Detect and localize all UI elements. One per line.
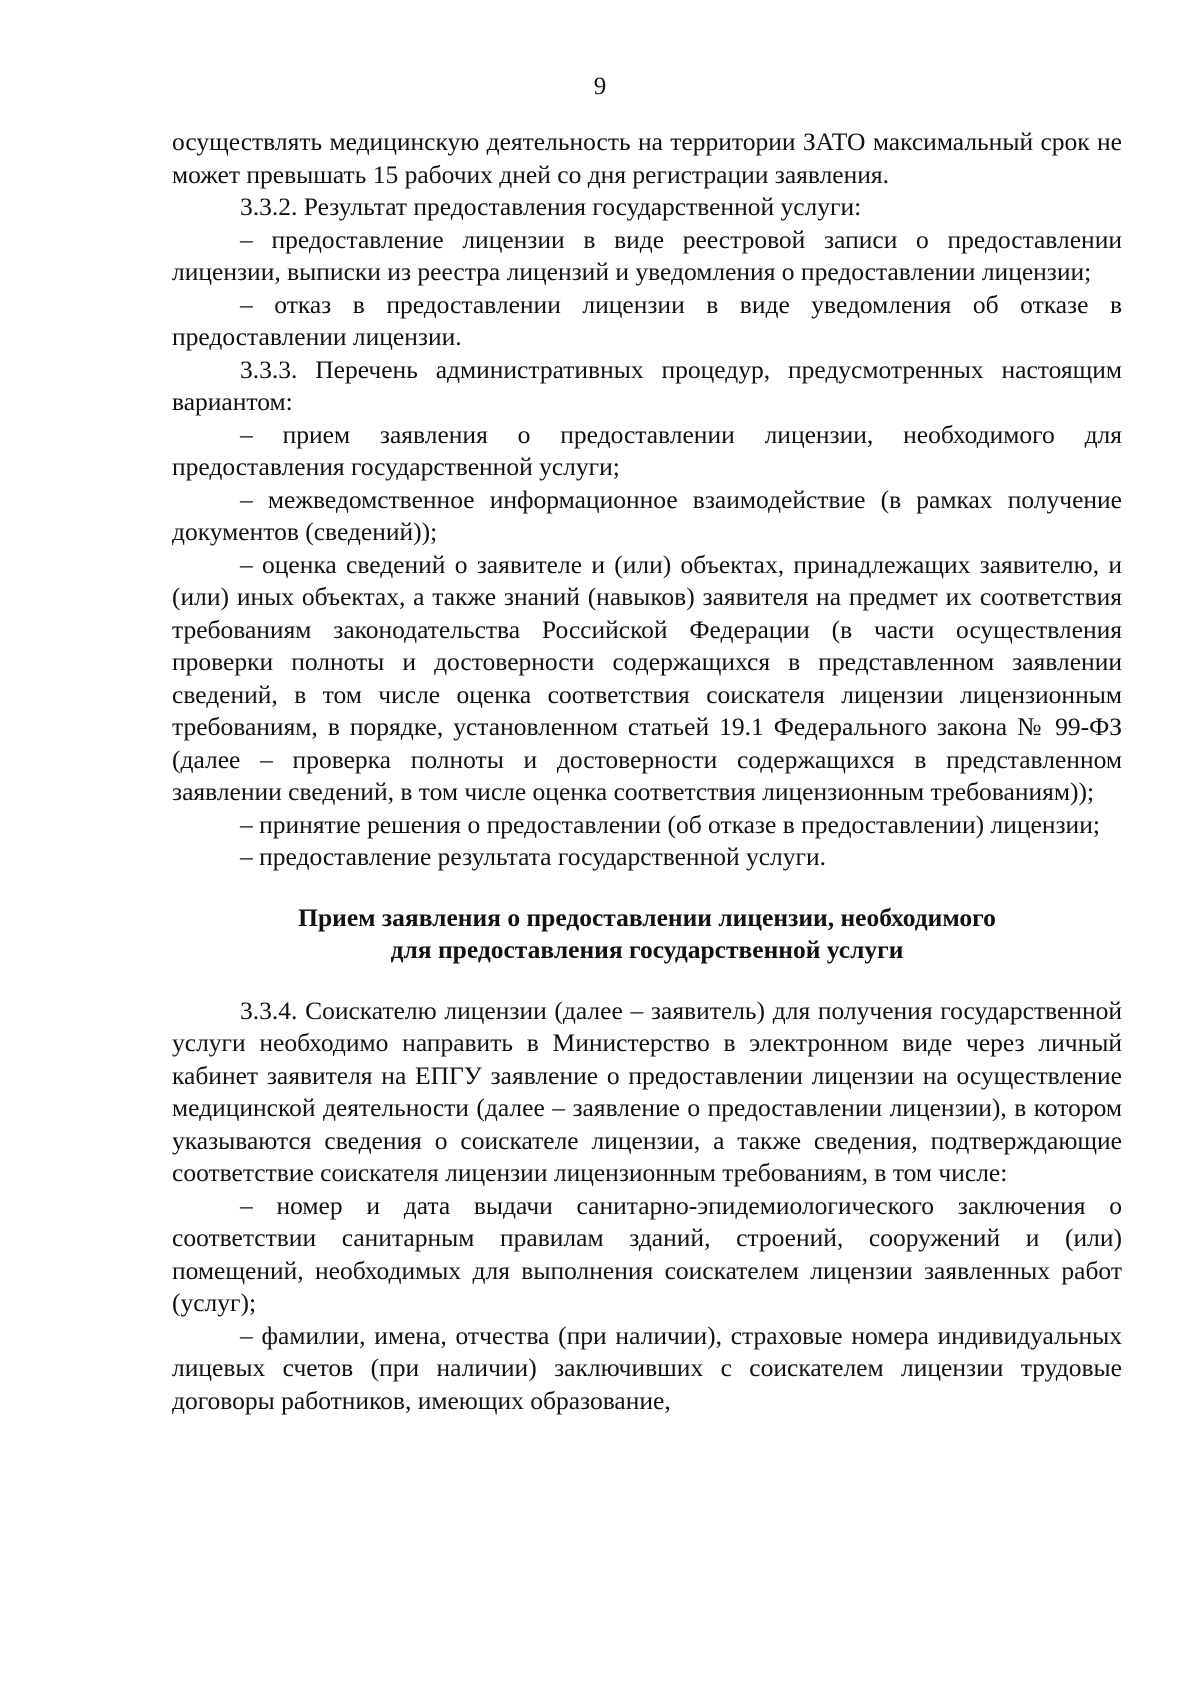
- list-item: – отказ в предоставлении лицензии в виде уведомления об отказе в предоставлении лицензии.: [172, 289, 1122, 351]
- paragraph: осуществлять медицинскую деятельность на территории ЗАТО максимальный срок не может превышать 15 рабочих дней со дня регистрации заявления.: [172, 127, 1122, 189]
- list-item: – прием заявления о предоставлении лицензии, необходимого для предоставления государственной услуги;: [172, 419, 1122, 481]
- paragraph: 3.3.2. Результат предоставления государственной услуги:: [240, 192, 862, 221]
- list-item: – предоставление лицензии в виде реестровой записи о предоставлении лицензии, выписки из реестра лицензий и уведомления о предоставлении лицензии;: [172, 224, 1122, 286]
- page-number: 9: [593, 73, 607, 100]
- list-item: – фамилии, имена, отчества (при наличии), страховые номера индивидуальных лицевых счетов (при наличии) заключивших с соискателем лицензии трудовые договоры работников, имеющих образование,: [172, 1320, 1122, 1415]
- list-item: – оценка сведений о заявителе и (или) объектах, принадлежащих заявителю, и (или) иных объектах, а также знаний (навыков) заявителя на предмет их соответствия требованиям законодательства Российской Федерации (в части осуществления проверки полноты и достоверности содержащихся в представленном заявлении сведений, в том числе оценка соответствия соискателя лицензии лицензионным требованиям, в порядке, установленном статьей 19.1 Федерального закона № 99-ФЗ (далее – проверка полноты и достоверности содержащихся в представленном заявлении сведений, в том числе оценка соответствия лицензионным требованиям));: [172, 549, 1122, 806]
- list-item: – межведомственное информационное взаимодействие (в рамках получение документов (сведений));: [172, 484, 1122, 546]
- list-item: – номер и дата выдачи санитарно-эпидемиологического заключения о соответствии санитарным правилам зданий, строений, сооружений и (или) помещений, необходимых для выполнения соискателем лицензии заявленных работ (услуг);: [172, 1190, 1122, 1317]
- list-item: – предоставление результата государственной услуги.: [240, 842, 827, 871]
- document-body: [172, 126, 1122, 1417]
- section-heading-line: для предоставления государственной услуги: [390, 935, 904, 964]
- paragraph: 3.3.3. Перечень административных процедур, предусмотренных настоящим вариантом:: [172, 354, 1122, 416]
- section-heading: [172, 902, 1122, 967]
- section-heading-line: Прием заявления о предоставлении лицензии, необходимого: [298, 902, 996, 932]
- list-item: – принятие решения о предоставлении (об отказе в предоставлении) лицензии;: [240, 809, 1100, 839]
- paragraph: 3.3.4. Соискателю лицензии (далее – заявитель) для получения государственной услуги необходимо направить в Министерство в электронном виде через личный кабинет заявителя на ЕПГУ заявление о предоставлении лицензии на осуществление медицинской деятельности (далее – заявление о предоставлении лицензии), в котором указываются сведения о соискателе лицензии, а также сведения, подтверждающие соответствие соискателя лицензии лицензионным требованиям, в том числе:: [172, 995, 1122, 1187]
